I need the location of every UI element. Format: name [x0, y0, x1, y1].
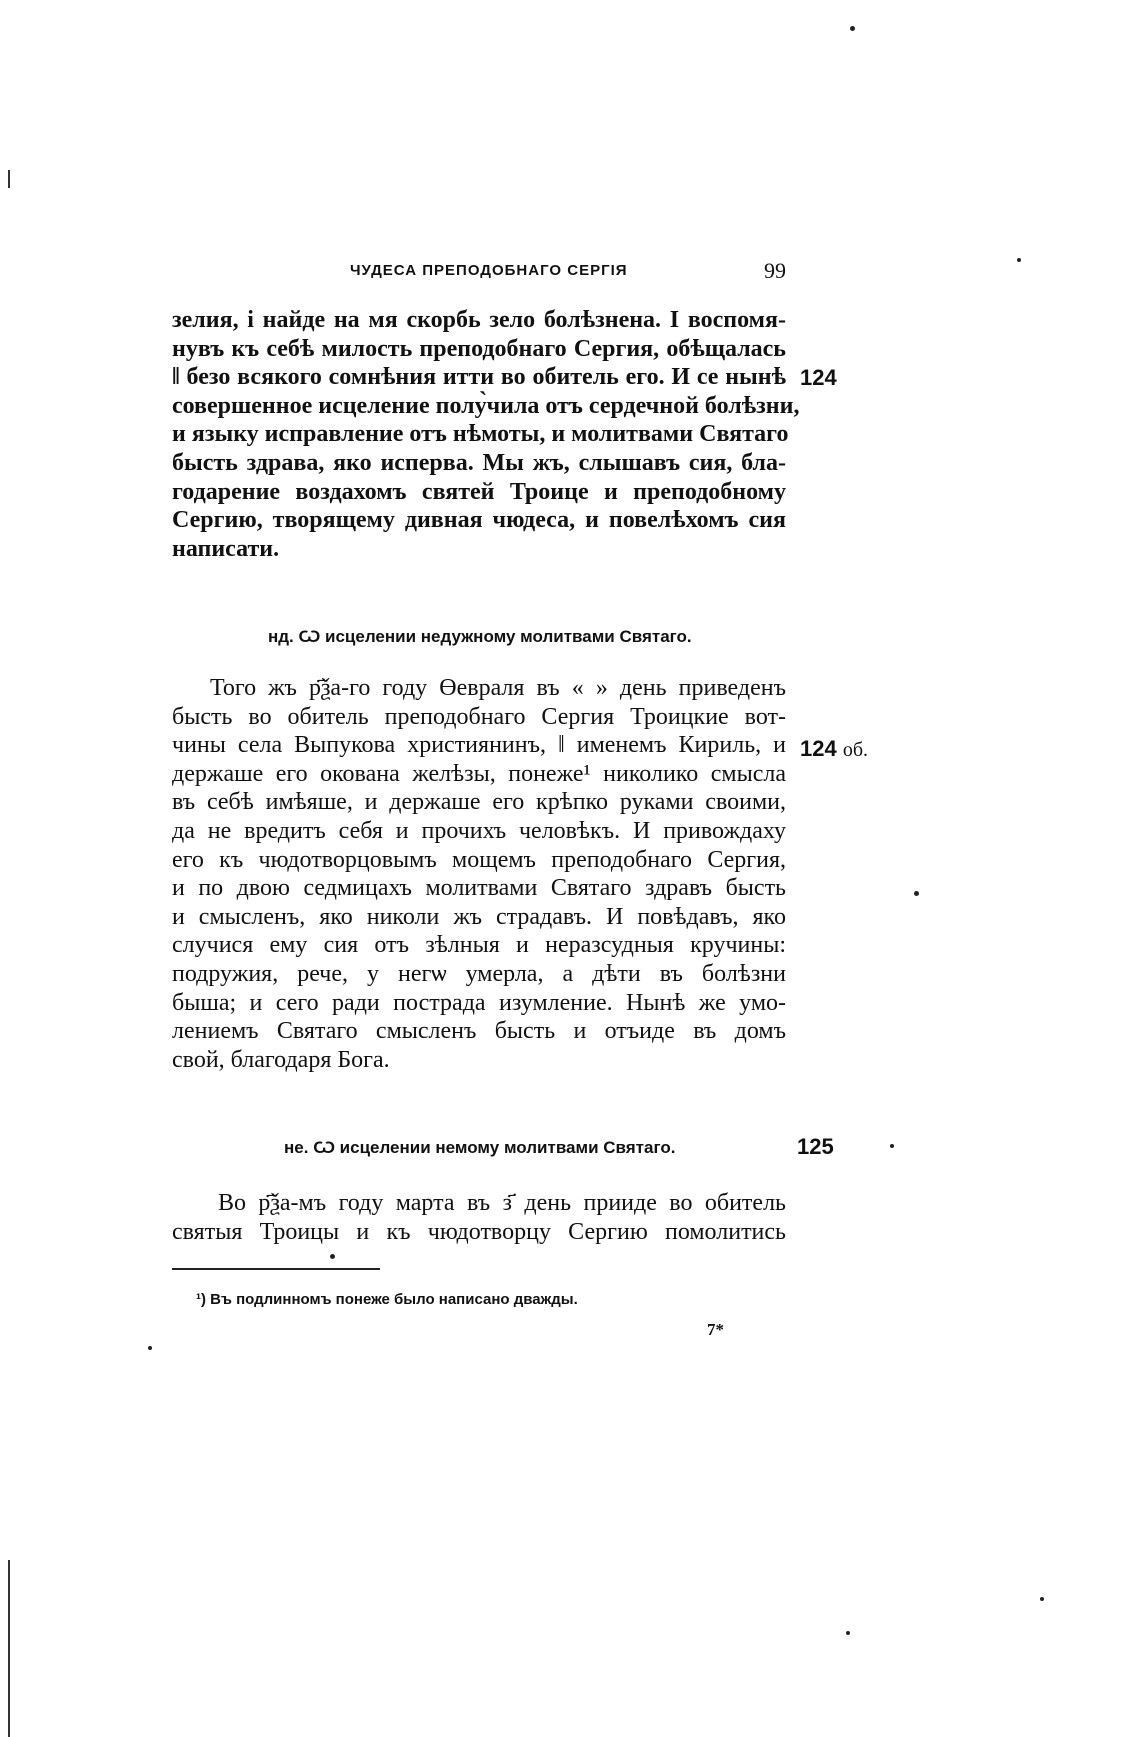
page-number: 99	[764, 258, 786, 283]
text-line: въ себѣ имѣяше, и держаше его крѣпко руками своими,	[172, 789, 786, 816]
text-line: случися ему сия отъ зѣлныя и неразсудныя кручины:	[172, 932, 786, 959]
print-speck	[330, 1254, 335, 1259]
section-heading-nd	[268, 627, 692, 647]
text-line: да не вредитъ себя и прочихъ человѣкъ. И привождаху	[172, 817, 786, 844]
print-speck	[890, 1144, 894, 1148]
text-line: держаше его окована желѣзы, понеже¹ николико смысла	[172, 760, 786, 787]
text-line: быша; и сего ради пострада изумление. Нынѣ же умо-	[172, 989, 786, 1016]
print-speck	[846, 1631, 850, 1635]
margin-folio-125: 125	[797, 1134, 834, 1159]
print-speck	[914, 891, 919, 896]
running-header	[172, 258, 786, 286]
section-title: Ѡ исцелении немому молитвами Святаго.	[313, 1138, 676, 1157]
section-number: нд.	[268, 627, 294, 646]
margin-folio-124: 124	[800, 365, 837, 390]
text-line: подружия, рече, у негѡ умерла, а дѣти въ болѣзни	[172, 960, 786, 987]
page-edge-mark	[8, 170, 10, 188]
text-line: свой, благодаря Бога.	[172, 1046, 390, 1073]
section-number: не.	[284, 1138, 309, 1157]
page-edge-mark	[8, 1560, 10, 1737]
text-line: Во р҃ѯа-мъ году марта въ з҃ день прииде во обитель	[218, 1190, 786, 1216]
text-line: бысть во обитель преподобнаго Сергия Троицкие вот-	[172, 703, 786, 730]
text-line: святыя Троицы и къ чюдотворцу Сергию помолитись	[172, 1218, 786, 1245]
signature-mark: 7*	[707, 1320, 724, 1339]
text-line: годарение воздахомъ святей Троице и преподобному	[172, 478, 786, 505]
text-line: Того жъ р҃ѯа-го году Өевраля въ « » день приведенъ	[210, 675, 786, 701]
paragraph-3	[172, 1189, 786, 1246]
print-speck	[1017, 258, 1021, 262]
section-heading-ne	[284, 1138, 675, 1158]
print-speck	[148, 1346, 152, 1350]
text-line: ‖ безо всякого сомнѣния итти во обитель его. И се нынѣ	[172, 364, 786, 391]
print-speck	[850, 26, 855, 31]
paragraph-1	[172, 306, 800, 563]
text-line: его къ чюдотворцовымъ мощемъ преподобнаго Сергия,	[172, 846, 786, 873]
footnote: ¹) Въ подлинномъ понеже было написано дважды.	[196, 1291, 578, 1308]
text-line: Сергию, творящему дивная чюдеса, и повелѣхомъ сия	[172, 507, 786, 534]
text-line: нувъ къ себѣ милость преподобнаго Сергия, обѣщалась	[172, 335, 786, 362]
margin-folio-124-verso	[800, 736, 868, 762]
print-speck	[1040, 1597, 1044, 1601]
text-line: совершенное исцеление полу̀чила отъ сердечной болѣзни,	[172, 392, 800, 419]
text-line: бысть здрава, яко исперва. Мы жъ, слышавъ сия, бла-	[172, 449, 786, 476]
section-title: Ѡ исцелении недужному молитвами Святаго.	[298, 627, 692, 646]
text-line: и смысленъ, яко николи жъ страдавъ. И повѣдавъ, яко	[172, 903, 786, 930]
text-line: лениемъ Святаго смысленъ бысть и отъиде въ домъ	[172, 1018, 786, 1045]
text-line: и языку исправление отъ нѣмоты, и молитвами Святаго	[172, 421, 789, 448]
running-title: ЧУДЕСА ПРЕПОДОБНАГО СЕРГІЯ	[350, 262, 628, 279]
footnote-rule	[172, 1268, 380, 1270]
text-line: чины села Выпукова християнинъ, ‖ именемъ Кириль, и	[172, 732, 786, 759]
folio-suffix: об.	[842, 739, 869, 761]
text-line: зелия, і найде на мя скорбь зело болѣзнена. І воспомя-	[172, 307, 786, 333]
text-line: написати.	[172, 535, 280, 562]
folio-number: 124	[800, 736, 837, 761]
paragraph-2	[172, 674, 786, 1074]
text-line: и по двою седмицахъ молитвами Святаго здравъ бысть	[172, 875, 786, 902]
